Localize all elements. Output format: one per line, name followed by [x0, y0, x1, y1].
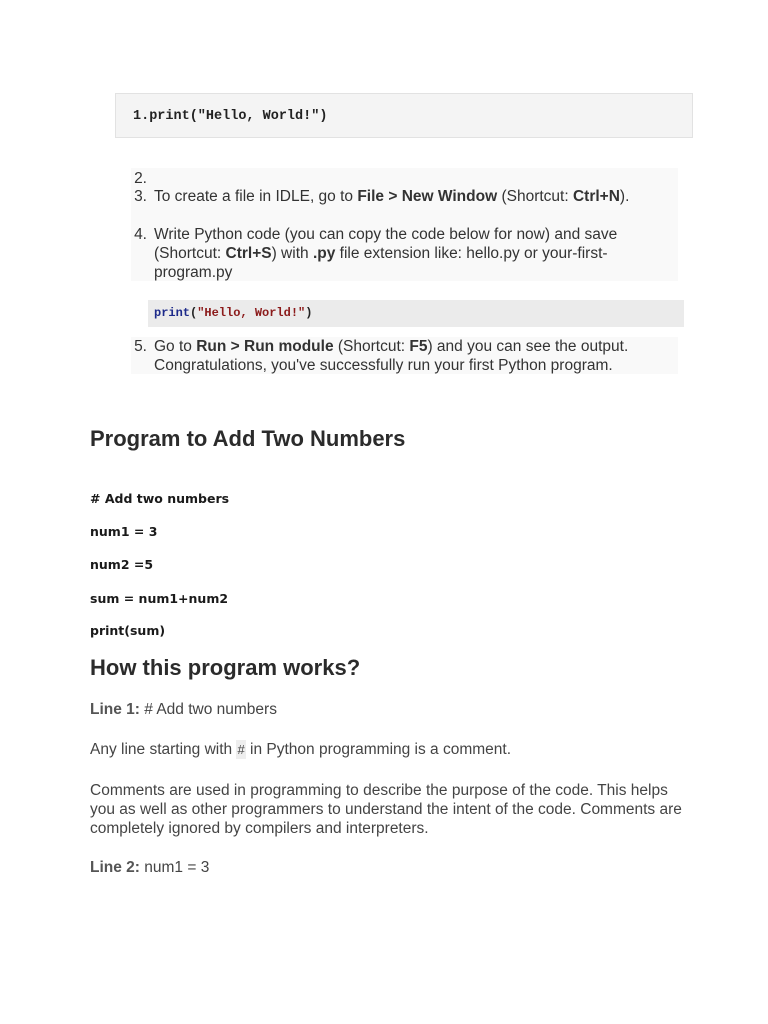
line-1-explanation: Line 1: # Add two numbers: [90, 701, 277, 718]
list-item-step-3: [131, 187, 678, 206]
menu-path: Run > Run module: [196, 338, 334, 355]
shortcut-key: F5: [409, 338, 428, 355]
program-line-5: print(sum): [90, 623, 166, 638]
program-line-1: # Add two numbers: [90, 491, 230, 506]
code-block-text: print("Hello, World!"): [154, 306, 313, 320]
list-item-number: 5.: [134, 338, 147, 355]
hash-symbol: #: [237, 742, 245, 757]
section-heading-add-numbers: Program to Add Two Numbers: [90, 426, 406, 451]
list-item-step-5: [131, 337, 678, 375]
program-line-3: num2 =5: [90, 557, 154, 572]
section-heading-how-it-works: How this program works?: [90, 655, 361, 680]
list-item-text: Write Python code (you can copy the code below for now) and save (Shortcut: Ctrl+S) with .py file extension like: hello.py or your-first-program.py: [154, 226, 618, 281]
list-item-number: 2.: [134, 170, 147, 187]
program-line-2: num1 = 3: [90, 524, 158, 539]
menu-path: File > New Window: [357, 188, 498, 205]
line-label: Line 1:: [90, 701, 140, 718]
list-item-text: To create a file in IDLE, go to File > New Window (Shortcut: Ctrl+N).: [154, 188, 630, 205]
line-2-explanation: Line 2: num1 = 3: [90, 859, 210, 876]
code-block: [148, 300, 684, 327]
list-item-text: Go to Run > Run module (Shortcut: F5) and you can see the output. Congratulations, you've successfully run your first Python program.: [154, 338, 629, 374]
line-label: Line 2:: [90, 859, 140, 876]
comments-paragraph: Comments are used in programming to describe the purpose of the code. This helps you as well as other programmers to understand the intent of the code. Comments are completely ignored by compilers and interpreters.: [90, 782, 682, 837]
file-extension: .py: [312, 245, 336, 262]
code-snippet-text: 1.print("Hello, World!"): [133, 109, 328, 124]
list-item-step-4: [131, 225, 678, 282]
list-item-step-2: [131, 169, 678, 188]
comment-definition-paragraph: Any line starting with # in Python programming is a comment.: [90, 741, 512, 758]
program-line-4: sum = num1+num2: [90, 591, 229, 606]
code-snippet-box: [115, 93, 693, 138]
shortcut-key: Ctrl+S: [225, 245, 272, 262]
list-item-number: 4.: [134, 226, 147, 243]
list-item-number: 3.: [134, 188, 147, 205]
shortcut-key: Ctrl+N: [572, 188, 620, 205]
